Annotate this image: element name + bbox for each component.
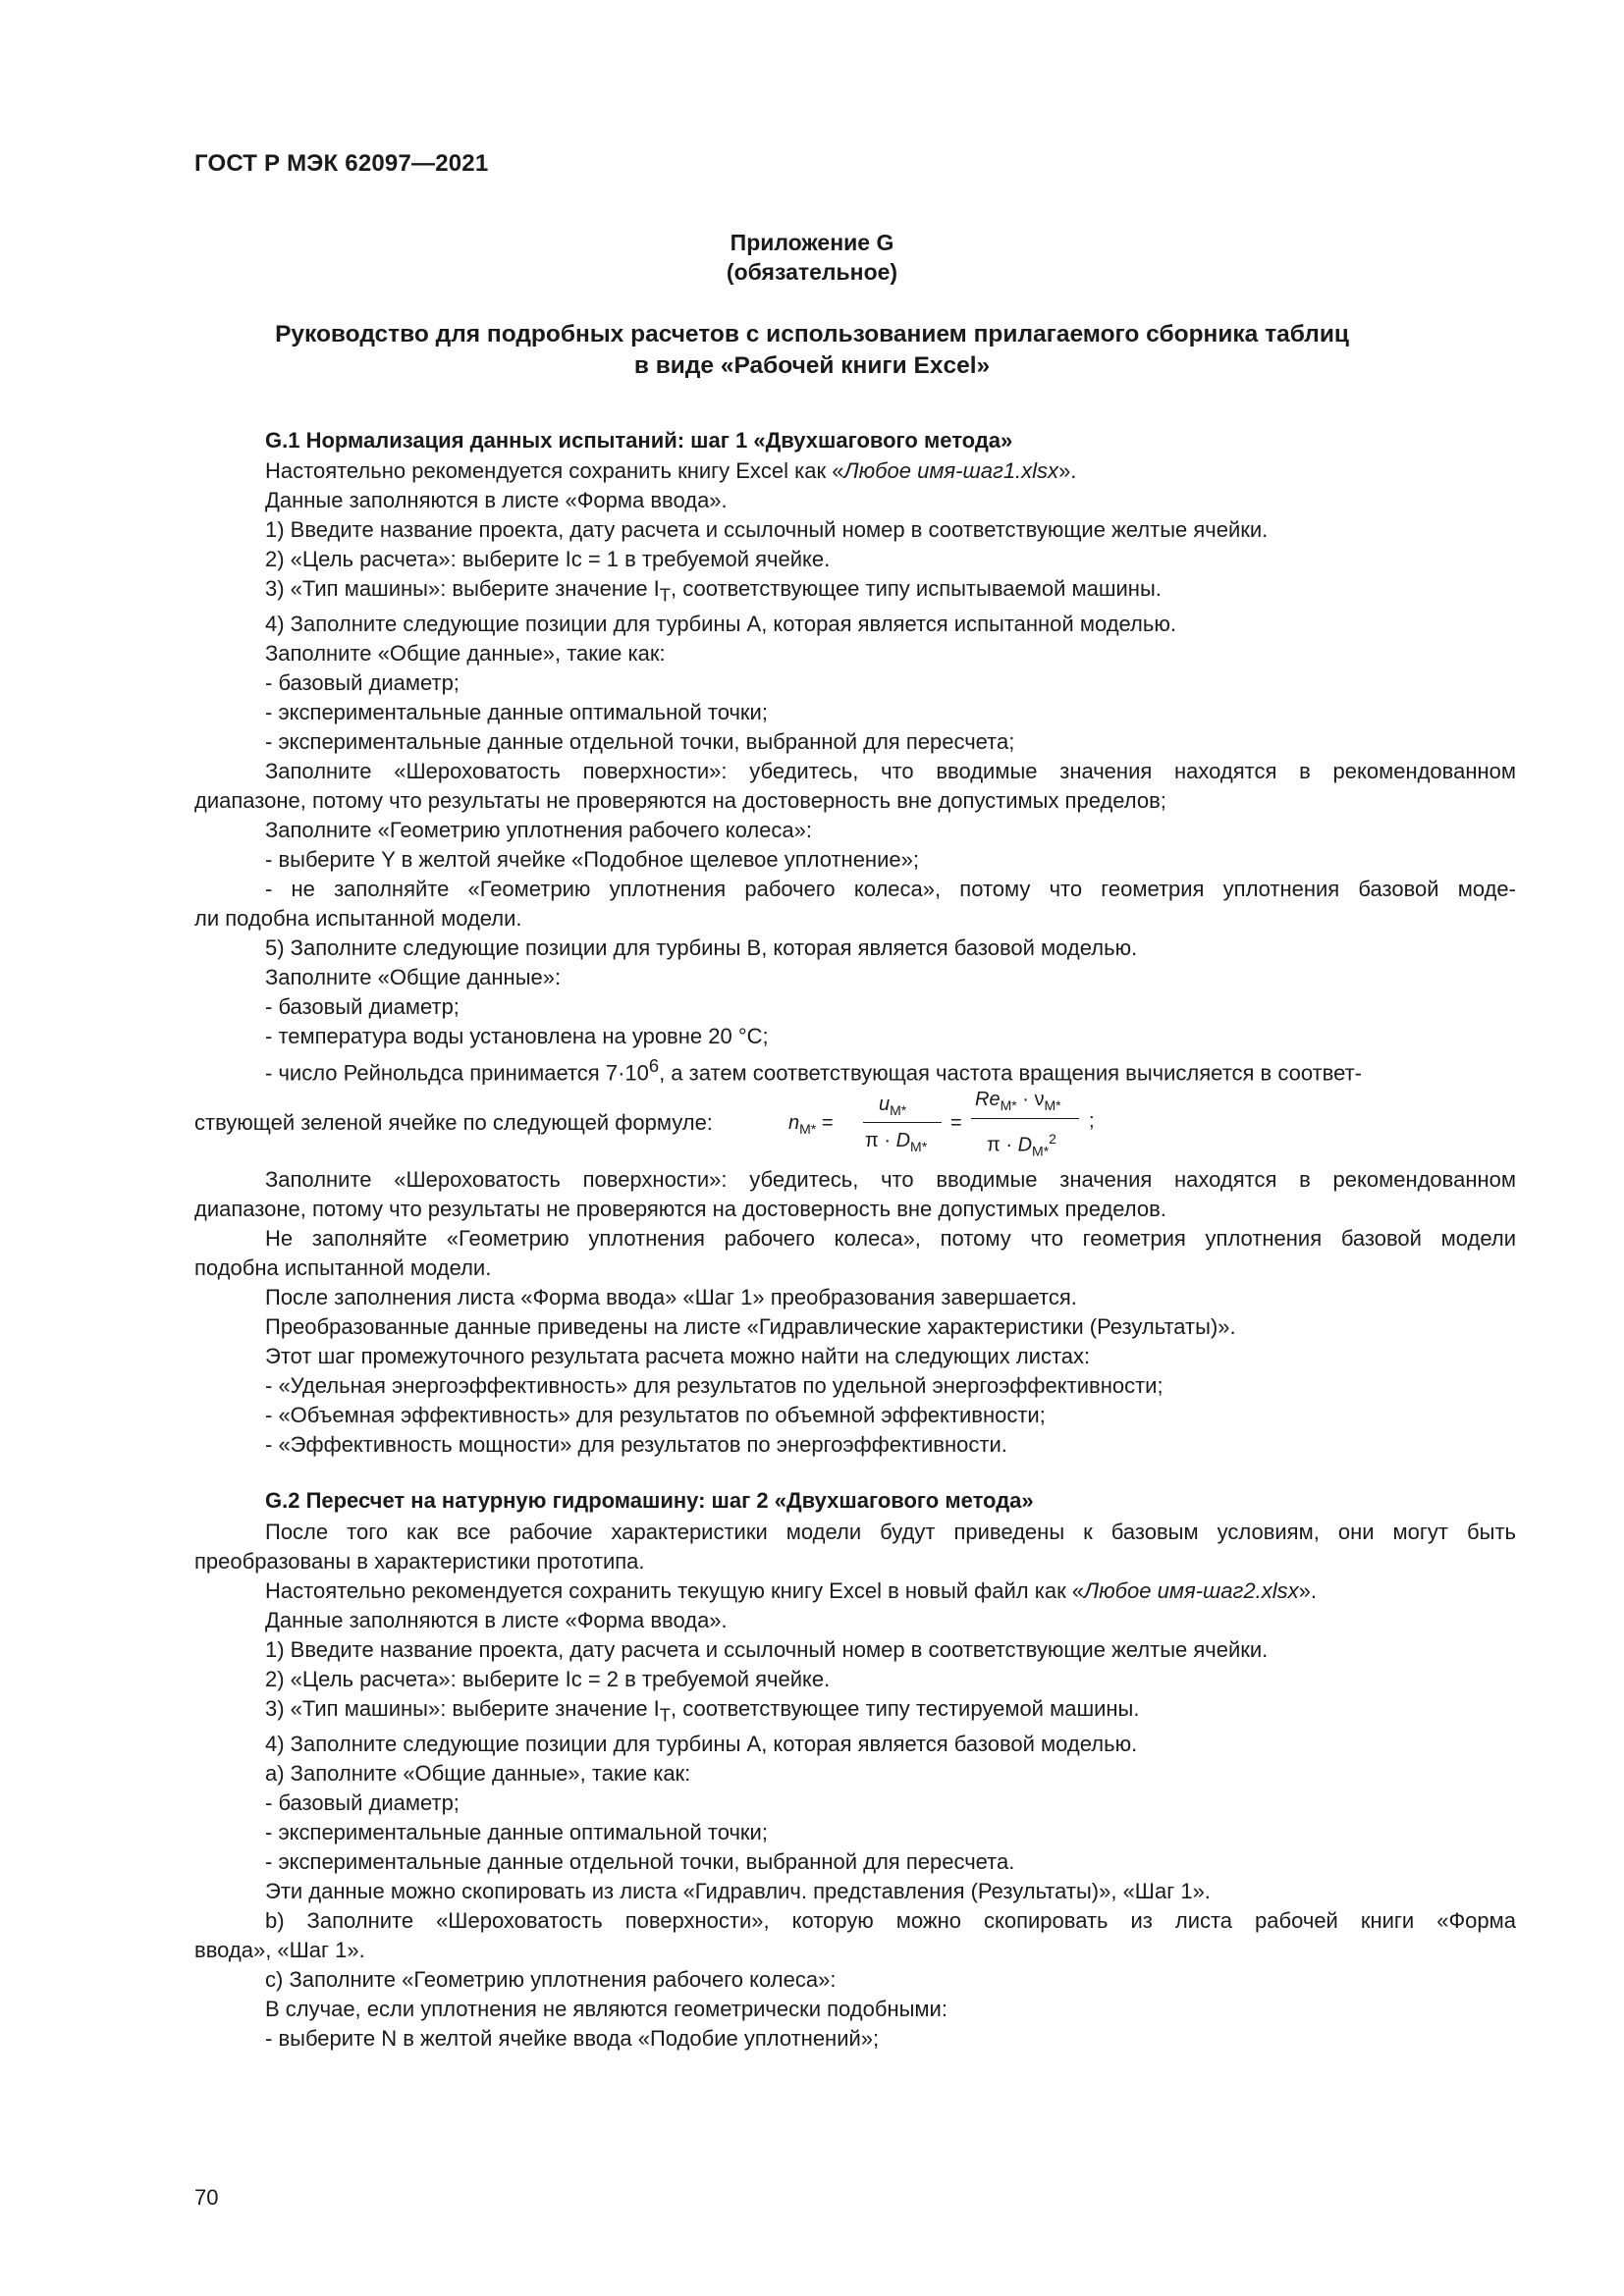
filename: Любое имя-шаг2.xlsx xyxy=(1084,1578,1299,1603)
paragraph: 4) Заполните следующие позиции для турбины A, которая является испытанной моделью. xyxy=(265,612,1176,637)
formula-numerator-2: $Re_{M*} \cdot \nu_{M*}$ xyxy=(975,1088,1061,1113)
paragraph: преобразованы в характеристики прототипа. xyxy=(194,1549,645,1574)
paragraph: Заполните «Общие данные»: xyxy=(265,965,562,990)
formula-denominator-1: $\pi \cdot D_{M*}$ xyxy=(865,1129,928,1154)
paragraph: ствующей зеленой ячейке по следующей формуле: xyxy=(194,1109,713,1135)
document-title xyxy=(0,319,1624,382)
paragraph: Этот шаг промежуточного результата расчета можно найти на следующих листах: xyxy=(265,1343,1091,1368)
paragraph: Настоятельно рекомендуется сохранить книгу Excel как «Любое имя-шаг1.xlsx». xyxy=(265,458,1077,483)
paragraph: a) Заполните «Общие данные», такие как: xyxy=(265,1761,691,1787)
list-item: - не заполняйте «Геометрию уплотнения рабочего колеса», потому что геометрия уплотнения базовой моде- xyxy=(265,877,1516,902)
appendix-status: (обязательное) xyxy=(726,259,898,285)
paragraph: Заполните «Шероховатость поверхности»: убедитесь, что вводимые значения находятся в рекомендованном xyxy=(265,1166,1516,1192)
paragraph: Заполните «Общие данные», такие как: xyxy=(265,641,666,667)
page-number: 70 xyxy=(194,2185,219,2210)
list-item: - «Объемная эффективность» для результатов по объемной эффективности; xyxy=(265,1402,1046,1427)
list-item: - температура воды установлена на уровне 20 °C; xyxy=(265,1024,769,1049)
paragraph: После заполнения листа «Форма ввода» «Шаг 1» преобразования завершается. xyxy=(265,1284,1077,1309)
paragraph: 3) «Тип машины»: выберите значение $I_T$, соответствующее типу тестируемой машины. xyxy=(265,1696,1140,1726)
paragraph: 2) «Цель расчета»: выберите Ic = 1 в требуемой ячейке. xyxy=(265,547,831,571)
formula-numerator-1: $u_{M*}$ xyxy=(879,1093,907,1118)
formula-denominator-2: $\pi \cdot D_{M*}^2$ xyxy=(987,1130,1056,1159)
paragraph: После того как все рабочие характеристики модели будут приведены к базовым условиям, они могут быть xyxy=(265,1520,1516,1544)
fraction-bar xyxy=(863,1122,942,1123)
paragraph: 2) «Цель расчета»: выберите Ic = 2 в требуемой ячейке. xyxy=(265,1667,831,1691)
paragraph: диапазоне, потому что результаты не проверяются на достоверность вне допустимых пределов; xyxy=(194,788,1166,814)
section-g1 xyxy=(194,426,1516,1460)
fraction-bar xyxy=(971,1118,1079,1119)
list-item: - «Удельная энергоэффективность» для результатов по удельной энергоэффективности; xyxy=(265,1372,1164,1398)
section-g2-heading: G.2 Пересчет на натурную гидромашину: шаг 2 «Двухшагового метода» xyxy=(265,1488,1034,1513)
list-item: - «Эффективность мощности» для результатов по энергоэффективности. xyxy=(265,1431,1007,1457)
appendix-heading xyxy=(0,228,1624,287)
list-item: - выберите Y в желтой ячейке «Подобное щелевое уплотнение»; xyxy=(265,847,919,873)
paragraph: Преобразованные данные приведены на листе «Гидравлические характеристики (Результаты)». xyxy=(265,1313,1236,1339)
paragraph: c) Заполните «Геометрию уплотнения рабочего колеса»: xyxy=(265,1967,837,1993)
paragraph: 1) Введите название проекта, дату расчета и ссылочный номер в соответствующие желтые ячейки. xyxy=(265,517,1269,542)
paragraph: ввода», «Шаг 1». xyxy=(194,1938,365,1963)
paragraph: Настоятельно рекомендуется сохранить текущую книгу Excel в новый файл как «Любое имя-шаг2.xlsx». xyxy=(265,1578,1317,1603)
paragraph: b) Заполните «Шероховатость поверхности», которую можно скопировать из листа рабочей книги «Форма xyxy=(265,1908,1516,1934)
paragraph: Эти данные можно скопировать из листа «Гидравлич. представления (Результаты)», «Шаг 1». xyxy=(265,1879,1211,1904)
paragraph: 1) Введите название проекта, дату расчета и ссылочный номер в соответствующие желтые ячейки. xyxy=(265,1637,1269,1662)
list-item: - базовый диаметр; xyxy=(265,670,460,696)
paragraph: 4) Заполните следующие позиции для турбины A, которая является базовой моделью. xyxy=(265,1732,1138,1757)
paragraph: Заполните «Шероховатость поверхности»: убедитесь, что вводимые значения находятся в рекомендованном xyxy=(265,759,1516,784)
formula-equals: = xyxy=(950,1111,962,1134)
paragraph: 5) Заполните следующие позиции для турбины B, которая является базовой моделью. xyxy=(265,935,1138,961)
section-g2 xyxy=(194,1486,1516,2054)
paragraph: В случае, если уплотнения не являются геометрически подобными: xyxy=(265,1997,947,2022)
list-item: - экспериментальные данные отдельной точки, выбранной для пересчета. xyxy=(265,1849,1015,1875)
paragraph: Данные заполняются в листе «Форма ввода». xyxy=(265,1608,728,1632)
page-header-doc-id: ГОСТ Р МЭК 62097—2021 xyxy=(194,150,489,177)
list-item: - экспериментальные данные оптимальной точки; xyxy=(265,700,768,725)
appendix-title: Приложение G xyxy=(730,230,894,255)
list-item: - экспериментальные данные оптимальной точки; xyxy=(265,1820,768,1845)
paragraph: подобна испытанной модели. xyxy=(194,1255,492,1280)
paragraph: Данные заполняются в листе «Форма ввода». xyxy=(265,488,728,512)
document-title-line-2: в виде «Рабочей книги Excel» xyxy=(633,352,991,379)
paragraph: Не заполняйте «Геометрию уплотнения рабочего колеса», потому что геометрия уплотнения базовой модели xyxy=(265,1225,1516,1251)
paragraph: Заполните «Геометрию уплотнения рабочего колеса»: xyxy=(265,818,812,843)
paragraph: 3) «Тип машины»: выберите значение $I_T$, соответствующее типу испытываемой машины. xyxy=(265,576,1162,606)
list-item: - экспериментальные данные отдельной точки, выбранной для пересчета; xyxy=(265,729,1015,755)
list-item: - базовый диаметр; xyxy=(265,1790,460,1816)
formula-row xyxy=(194,1089,1516,1161)
formula-lhs: $n_{M*}$ = xyxy=(788,1111,834,1137)
list-item: - число Рейнольдса принимается $7\cdot 10^6$, а затем соответствующая частота вращения вычисляется в соответ- xyxy=(265,1055,1363,1086)
section-g1-heading: G.1 Нормализация данных испытаний: шаг 1 «Двухшагового метода» xyxy=(265,428,1013,453)
list-item: - базовый диаметр; xyxy=(265,994,460,1020)
rotational-speed-formula xyxy=(788,1089,1299,1161)
paragraph: диапазоне, потому что результаты не проверяются на достоверность вне допустимых пределов. xyxy=(194,1196,1166,1221)
list-item: ли подобна испытанной модели. xyxy=(194,906,522,932)
filename: Любое имя-шаг1.xlsx xyxy=(843,458,1059,483)
formula-terminator: ; xyxy=(1089,1109,1095,1132)
document-title-line-1: Руководство для подробных расчетов с использованием прилагаемого сборника таблиц xyxy=(275,321,1349,347)
list-item: - выберите N в желтой ячейке ввода «Подобие уплотнений»; xyxy=(265,2026,880,2052)
